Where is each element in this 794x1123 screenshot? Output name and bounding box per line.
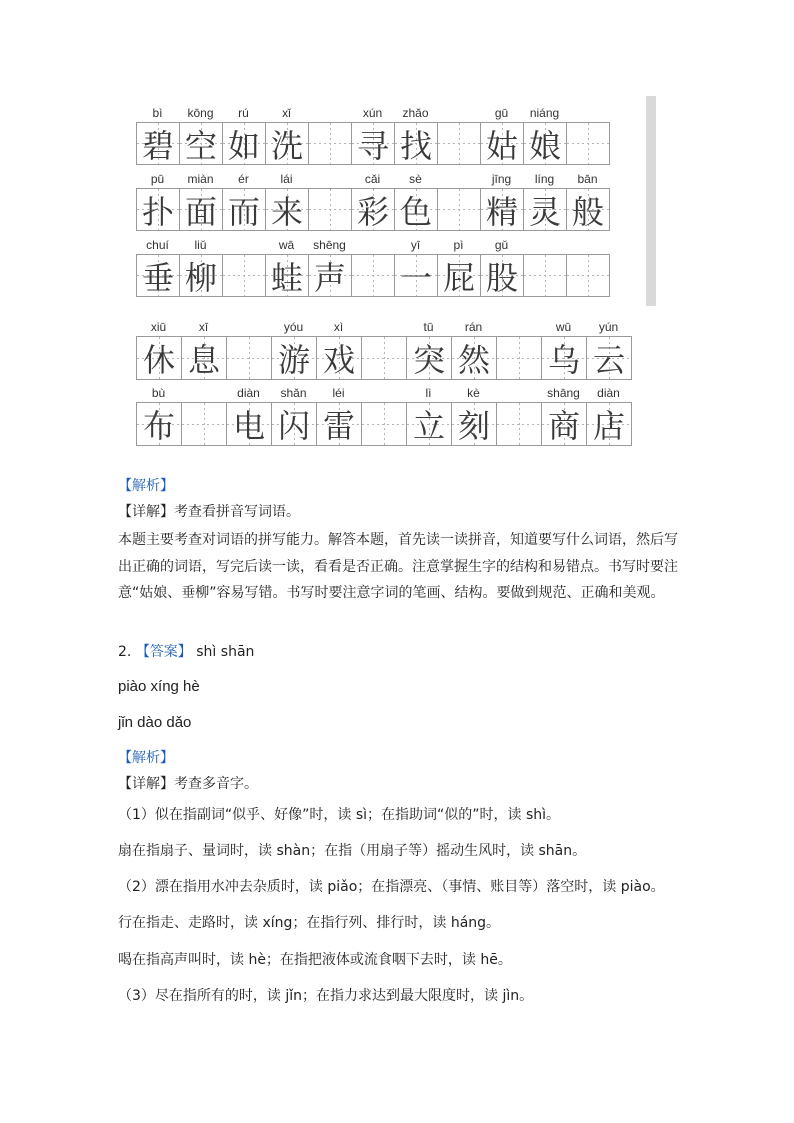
- writing-cell: 突: [406, 336, 452, 380]
- question-number: 2.: [118, 644, 132, 660]
- writing-cell: 垂: [136, 254, 180, 297]
- writing-cell: [496, 402, 542, 446]
- pinyin-label: niáng: [529, 106, 560, 120]
- writing-cell: 立: [406, 402, 452, 446]
- pinyin-label: bì: [152, 106, 163, 120]
- writing-cell: [308, 188, 352, 231]
- writing-cell: 雷: [316, 402, 362, 446]
- writing-cell: 空: [179, 122, 223, 165]
- writing-cell: 精: [480, 188, 524, 231]
- answer-line-3: jǐn dào dǎo: [118, 714, 192, 731]
- pinyin-label: bù: [151, 386, 166, 400]
- pinyin-label: tū: [423, 320, 434, 334]
- pinyin-label: shǎn: [280, 386, 307, 400]
- pinyin-label: jīng: [491, 172, 512, 186]
- writing-cell: [437, 122, 481, 165]
- pinyin-label: yún: [598, 320, 619, 334]
- pinyin-label: shēng: [313, 238, 346, 252]
- writing-cell: 戏: [316, 336, 362, 380]
- writing-cell: 屁: [437, 254, 481, 297]
- writing-cell: 色: [394, 188, 438, 231]
- pinyin-label: bān: [577, 172, 598, 186]
- pinyin-label: gǔ: [494, 238, 509, 252]
- writing-cell: 声: [308, 254, 352, 297]
- writing-cell: 云: [586, 336, 632, 380]
- writing-cell: 洗: [265, 122, 309, 165]
- pinyin-label: rú: [238, 106, 249, 120]
- answer-label: 【答案】: [135, 644, 192, 660]
- section1-body: 本题主要考查对词语的拼写能力。解答本题，首先读一读拼音，知道要写什么词语，然后写出正确的词语，写完后读一读，看看是否正确。注意掌握生字的结构和易错点。书写时要注意“姑娘、垂柳”容易写错。书写时要注意字词的笔画、结构。要做到规范、正确和美观。: [118, 532, 678, 601]
- writing-cell: 息: [181, 336, 227, 380]
- writing-cell: 而: [222, 188, 266, 231]
- pinyin-label: miàn: [187, 172, 214, 186]
- pinyin-label: wū: [555, 320, 572, 334]
- pinyin-label: chuí: [146, 238, 169, 252]
- writing-cell: [361, 402, 407, 446]
- writing-cell: 姑: [480, 122, 524, 165]
- writing-cell: [361, 336, 407, 380]
- pinyin-label: pū: [150, 172, 165, 186]
- pinyin-label: sè: [409, 172, 422, 186]
- writing-cell: 游: [271, 336, 317, 380]
- pinyin-label: diàn: [237, 386, 260, 400]
- scroll-indicator: [646, 96, 656, 306]
- writing-cell: 彩: [351, 188, 395, 231]
- pinyin-label: diàn: [597, 386, 620, 400]
- pinyin-label: cǎi: [364, 172, 381, 186]
- writing-cell: 乌: [541, 336, 587, 380]
- writing-cell: [308, 122, 352, 165]
- pinyin-label: xì: [333, 320, 344, 334]
- pinyin-label: líng: [534, 172, 555, 186]
- writing-cell: 然: [451, 336, 497, 380]
- pinyin-label: xiū: [150, 320, 167, 334]
- pinyin-label: yóu: [283, 320, 304, 334]
- writing-cell: 灵: [523, 188, 567, 231]
- pinyin-label: léi: [332, 386, 345, 400]
- explanation-line-4: 行在指走、走路时，读 xíng；在指行列、排行时，读 háng。: [118, 915, 501, 931]
- pinyin-label: wā: [278, 238, 295, 252]
- writing-cell: [351, 254, 395, 297]
- writing-cell: 布: [136, 402, 182, 446]
- pinyin-label: lì: [425, 386, 432, 400]
- writing-cell: [566, 122, 610, 165]
- pinyin-label: ér: [238, 172, 249, 186]
- pinyin-label: lái: [280, 172, 293, 186]
- writing-cell: 如: [222, 122, 266, 165]
- explanation-line-3: （2）漂在指用水冲去杂质时，读 piǎo；在指漂亮、（事情、账目等）落空时，读 piào。: [118, 879, 665, 895]
- writing-cell: [523, 254, 567, 297]
- answer-line-2: piào xíng hè: [118, 678, 200, 695]
- pinyin-label: kōng: [187, 106, 214, 120]
- writing-cell: 碧: [136, 122, 180, 165]
- writing-cell: 一: [394, 254, 438, 297]
- pinyin-label: pì: [453, 238, 464, 252]
- pinyin-label: zhǎo: [402, 106, 429, 120]
- writing-cell: 股: [480, 254, 524, 297]
- writing-cell: 店: [586, 402, 632, 446]
- explanation-line-5: 喝在指高声叫时，读 hè；在指把液体或流食咽下去时，读 hē。: [118, 952, 512, 968]
- writing-cell: [226, 336, 272, 380]
- writing-cell: 刻: [451, 402, 497, 446]
- pinyin-label: yī: [410, 238, 421, 252]
- section1-xiangjie: 【详解】考查看拼音写词语。: [118, 504, 300, 520]
- writing-cell: [566, 254, 610, 297]
- pinyin-label: xún: [362, 106, 383, 120]
- writing-cell: 找: [394, 122, 438, 165]
- pinyin-label: kè: [467, 386, 480, 400]
- writing-cell: [437, 188, 481, 231]
- writing-cell: 商: [541, 402, 587, 446]
- explanation-line-6: （3）尽在指所有的时，读 jǐn；在指力求达到最大限度时，读 jìn。: [118, 988, 534, 1004]
- writing-cell: 休: [136, 336, 182, 380]
- writing-cell: 蛙: [265, 254, 309, 297]
- section2-jiexi-label: 【解析】: [118, 750, 174, 766]
- writing-cell: 娘: [523, 122, 567, 165]
- writing-cell: 寻: [351, 122, 395, 165]
- writing-cell: 电: [226, 402, 272, 446]
- writing-cell: 扑: [136, 188, 180, 231]
- pinyin-label: gū: [494, 106, 509, 120]
- section2-xiangjie: 【详解】考查多音字。: [118, 776, 258, 792]
- writing-cell: 来: [265, 188, 309, 231]
- writing-cell: 柳: [179, 254, 223, 297]
- writing-cell: 面: [179, 188, 223, 231]
- pinyin-label: xǐ: [282, 106, 291, 120]
- pinyin-label: liǔ: [194, 238, 207, 252]
- pinyin-label: shāng: [547, 386, 580, 400]
- explanation-line-1: （1）似在指副词“似乎、好像”时，读 sì；在指助词“似的”时，读 shì。: [118, 807, 561, 823]
- writing-cell: [222, 254, 266, 297]
- answer-line-1: shì shān: [196, 644, 255, 660]
- question-2-answer: [118, 642, 254, 662]
- writing-cell: [496, 336, 542, 380]
- explanation-line-2: 扇在指扇子、量词时，读 shàn；在指（用扇子等）摇动生风时，读 shān。: [118, 843, 587, 859]
- writing-cell: 般: [566, 188, 610, 231]
- writing-cell: [181, 402, 227, 446]
- pinyin-label: rán: [464, 320, 483, 334]
- writing-cell: 闪: [271, 402, 317, 446]
- section1-jiexi-label: 【解析】: [118, 478, 174, 494]
- pinyin-label: xī: [198, 320, 209, 334]
